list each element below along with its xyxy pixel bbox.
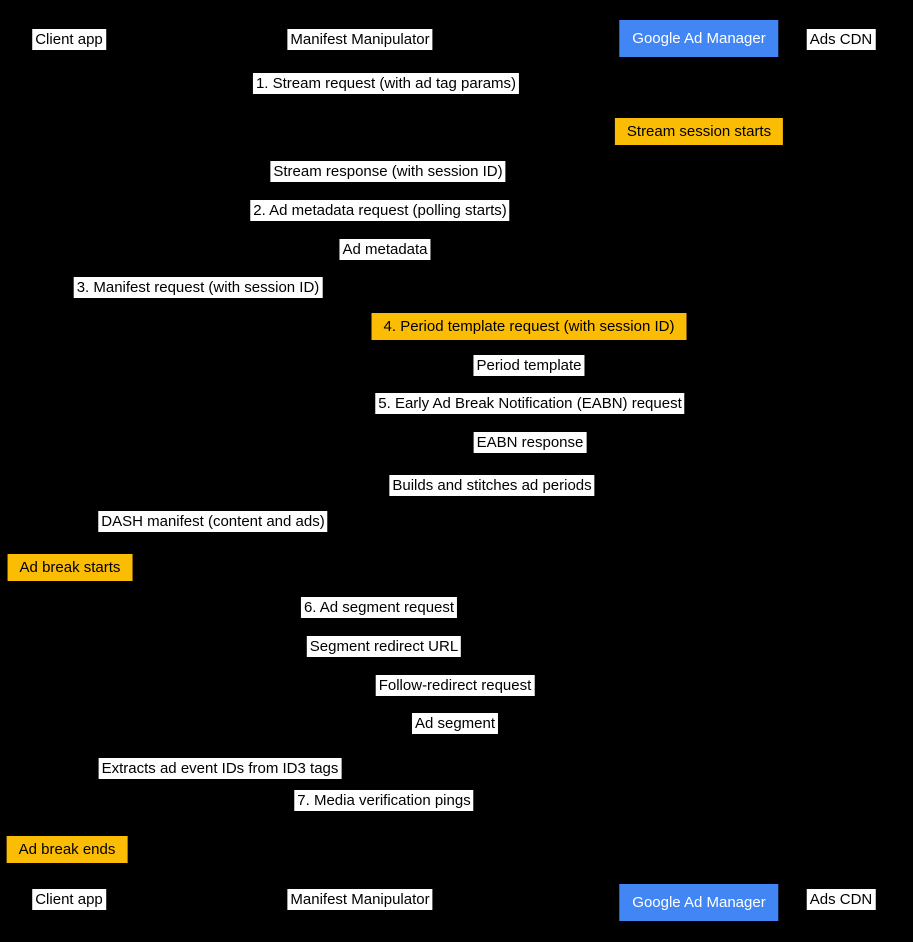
message-msg-period-template: Period template bbox=[473, 355, 584, 376]
participant-ads-cdn-top: Ads CDN bbox=[807, 29, 876, 50]
note-note-4-period-template-request: 4. Period template request (with session ID) bbox=[372, 313, 687, 340]
message-msg-ad-metadata: Ad metadata bbox=[339, 239, 430, 260]
message-msg-follow-redirect: Follow-redirect request bbox=[376, 675, 535, 696]
message-msg-1-stream-request: 1. Stream request (with ad tag params) bbox=[253, 73, 519, 94]
participant-google-ad-manager-bottom: Google Ad Manager bbox=[619, 884, 778, 921]
note-note-stream-session-starts: Stream session starts bbox=[615, 118, 783, 145]
note-note-ad-break-starts: Ad break starts bbox=[8, 554, 133, 581]
note-note-ad-break-ends: Ad break ends bbox=[7, 836, 128, 863]
message-msg-eabn-response: EABN response bbox=[474, 432, 587, 453]
message-msg-segment-redirect-url: Segment redirect URL bbox=[307, 636, 461, 657]
message-msg-builds-stitches: Builds and stitches ad periods bbox=[389, 475, 594, 496]
message-msg-2-ad-metadata-request: 2. Ad metadata request (polling starts) bbox=[250, 200, 509, 221]
message-msg-extracts-id3: Extracts ad event IDs from ID3 tags bbox=[99, 758, 342, 779]
participant-client-app-top: Client app bbox=[32, 29, 106, 50]
participant-client-app-bottom: Client app bbox=[32, 889, 106, 910]
participant-ads-cdn-bottom: Ads CDN bbox=[807, 889, 876, 910]
participant-manifest-manipulator-top: Manifest Manipulator bbox=[287, 29, 432, 50]
message-msg-6-ad-segment-request: 6. Ad segment request bbox=[301, 597, 457, 618]
message-msg-stream-response: Stream response (with session ID) bbox=[270, 161, 505, 182]
message-msg-3-manifest-request: 3. Manifest request (with session ID) bbox=[74, 277, 323, 298]
message-msg-dash-manifest: DASH manifest (content and ads) bbox=[98, 511, 327, 532]
message-msg-7-media-verification: 7. Media verification pings bbox=[294, 790, 473, 811]
message-msg-5-eabn-request: 5. Early Ad Break Notification (EABN) request bbox=[375, 393, 684, 414]
participant-google-ad-manager-top: Google Ad Manager bbox=[619, 20, 778, 57]
participant-manifest-manipulator-bottom: Manifest Manipulator bbox=[287, 889, 432, 910]
message-msg-ad-segment: Ad segment bbox=[412, 713, 498, 734]
